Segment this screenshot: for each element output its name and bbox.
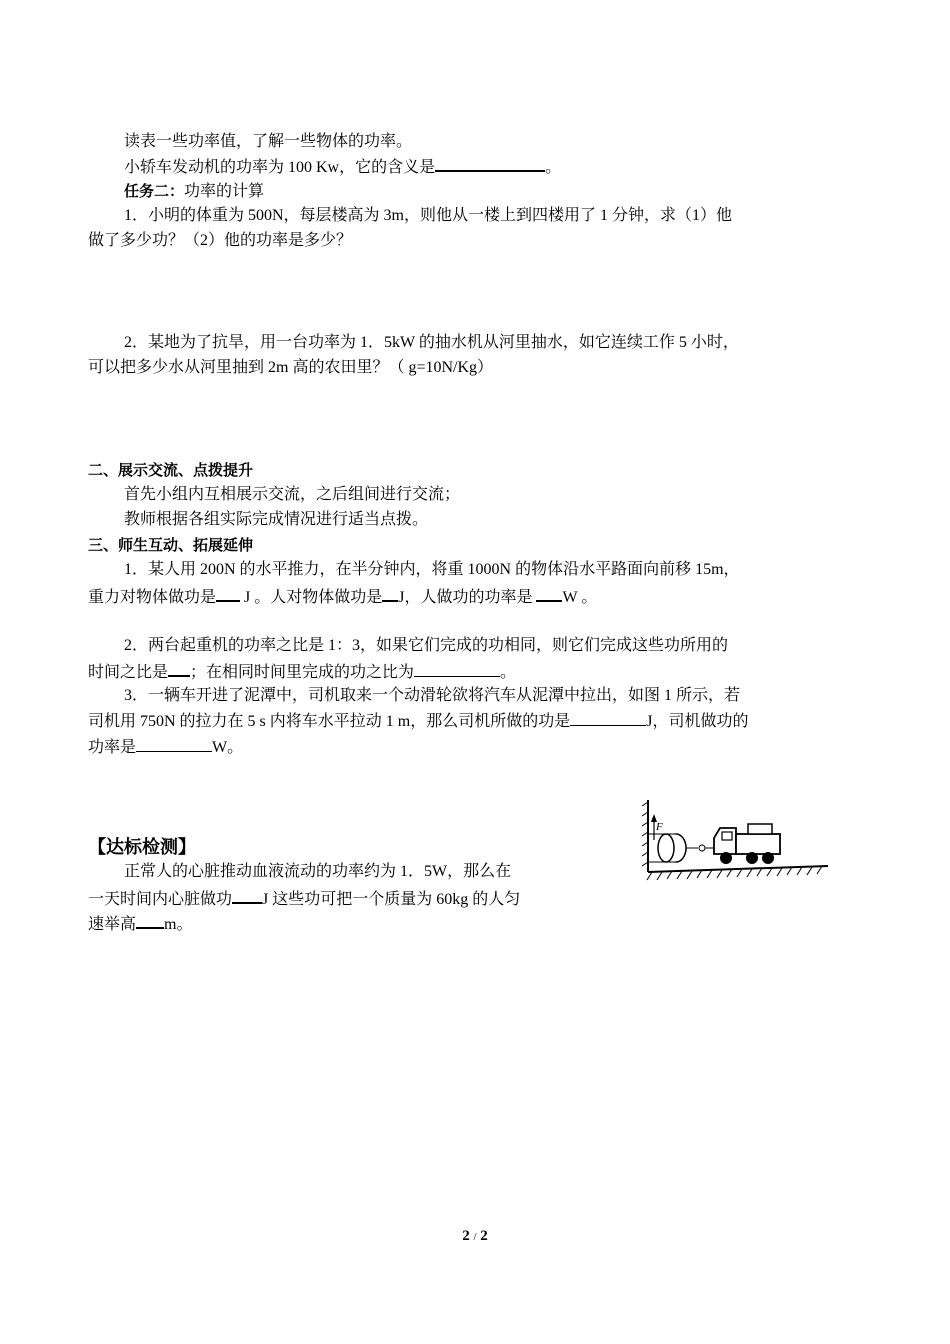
q2-text-c: 。 [500, 664, 517, 681]
task2-q2-line1: 2．某地为了抗旱，用一台功率为 1．5kW 的抽水机从河里抽水，如它连续工作 5 小时， [124, 334, 739, 351]
check-heading: 【达标检测】 [88, 837, 196, 858]
truck-pulley-figure [640, 792, 835, 884]
check-text-d: m。 [164, 916, 193, 933]
section3-q2-line1: 2．两台起重机的功率之比是 1：3，如果它们完成的功相同，则它们完成这些功所用的 [124, 637, 729, 654]
force-label: F [656, 821, 663, 833]
task1-line1: 读表一些功率值，了解一些物体的功率。 [124, 133, 413, 150]
answer-blank [136, 735, 212, 752]
task2-q1-line1: 1．小明的体重为 500N，每层楼高为 3m，则他从一楼上到四楼用了 1 分钟，求（1）他 [124, 207, 733, 224]
check-line1: 正常人的心脏推动血液流动的功率约为 1．5W，那么在 [124, 863, 512, 880]
page-number [0, 1228, 950, 1245]
section3-q1-line2 [88, 584, 597, 610]
task2-title: 任务二： [124, 182, 185, 200]
answer-blank [168, 659, 190, 677]
answer-blank [136, 911, 164, 929]
answer-blank [536, 584, 562, 602]
answer-blank [570, 709, 646, 726]
q2-text-a: 时间之比是 [88, 664, 169, 681]
answer-blank [414, 660, 500, 677]
check-text-a: 一天时间内心脏做功 [88, 891, 233, 908]
section3-q1-line1: 1．某人用 200N 的水平推力，在半分钟内，将重 1000N 的物体沿水平路面向前移 15m， [124, 561, 740, 578]
check-text-c: 速举高 [88, 916, 137, 933]
task1-line2-text: 小轿车发动机的功率为 100 Kw，它的含义是 [124, 159, 436, 176]
page-current: 2 [462, 1228, 470, 1244]
task2-heading [124, 179, 264, 204]
page-total: 2 [480, 1228, 488, 1244]
section2-line1: 首先小组内互相展示交流，之后组间进行交流； [124, 486, 461, 503]
q3-text-b: J，司机做功的 [646, 713, 749, 730]
answer-blank [216, 584, 240, 602]
task1-line2-end: 。 [545, 159, 562, 176]
q3-text-c: 功率是 [88, 739, 137, 756]
q2-text-b: ；在相同时间里完成的功之比为 [190, 664, 415, 681]
answer-blank [232, 886, 262, 904]
section3-q3-line2 [88, 709, 748, 734]
section3-heading: 三、师生互动、拓展延伸 [88, 536, 254, 554]
q1-text-d: W 。 [562, 589, 598, 606]
section3-q2-line2 [88, 659, 516, 685]
section3-q3-line1: 3．一辆车开进了泥潭中，司机取来一个动滑轮欲将汽车从泥潭中拉出，如图 1 所示，若 [124, 687, 741, 704]
section3-q3-line3 [88, 735, 243, 760]
answer-blank [435, 154, 545, 172]
check-line3 [88, 911, 192, 937]
q1-text-a: 重力对物体做功是 [88, 589, 217, 606]
task2-subtitle: 功率的计算 [184, 183, 265, 200]
q1-text-c: J，人做功的功率是 [398, 589, 537, 606]
q3-text-d: W。 [212, 739, 244, 756]
answer-blank [382, 584, 398, 602]
task2-q1-line2: 做了多少功？（2）他的功率是多少？ [88, 232, 353, 249]
section2-line2: 教师根据各组实际完成情况进行适当点拨。 [124, 511, 429, 528]
check-line2 [88, 886, 520, 912]
check-text-b: J 这些功可把一个质量为 60kg 的人匀 [262, 891, 521, 908]
q1-text-b: J 。人对物体做功是 [240, 589, 383, 606]
task1-line2 [124, 154, 561, 180]
q3-text-a: 司机用 750N 的拉力在 5 s 内将车水平拉动 1 m，那么司机所做的功是 [88, 713, 571, 730]
page-separator: / [473, 1231, 477, 1243]
task2-q2-line2: 可以把多少水从河里抽到 2m 高的农田里？（ g=10N/Kg） [88, 359, 494, 376]
section2-heading: 二、展示交流、点拨提升 [88, 461, 254, 479]
